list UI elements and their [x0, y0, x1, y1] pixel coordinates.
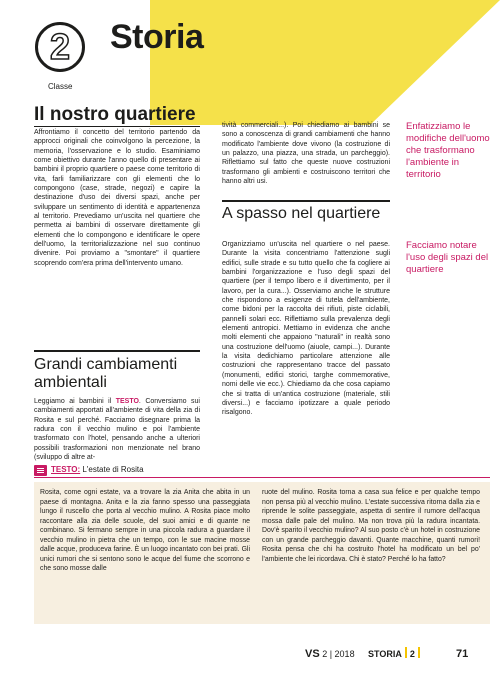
section-title-quartiere: [34, 104, 200, 126]
testo-title: [51, 465, 144, 474]
grade-number: 2: [49, 26, 71, 67]
testo-header: [34, 464, 490, 478]
section-quartiere-body: Affrontiamo il concetto del territorio partendo da approcci originali che coinvolgono la percezione, la memoria, l'osservazione e lo studio. Esaminiamo come obiettivo durante l'anno quello di presentare ai bambini il proprio quartiere o paese come territorio di vita, farli familiarizzare con gli elementi che lo compongono (case, strade, negozi) e capire la destinazione d'uso dei diversi spazi, anche per sviluppare un sentimento di identità e appartenenza al territorio. Prevediamo un'uscita nel quartiere che permetta ai bambini di osservare direttamente gli elementi che lo compongono e identificare le opere dell'uomo, la territorializzazione nel suo continuo divenire. Poi proviamo a "smontare" il quartiere scoprendo com'era prima dell'intervento umano.: [34, 129, 200, 267]
subject-title: Storia: [110, 18, 204, 56]
section-divider-right: [222, 200, 390, 202]
section-divider-left: [34, 350, 200, 352]
section-title-a-spasso: A spasso nel quartiere: [222, 205, 381, 222]
grandi-body-post: . Conversiamo sui cambiamenti apportati all'ambiente di vita della zia di Rosita e sul perché. Facciamo disegnare prima la radura con il vecchio mulino e poi l'ambiente trasformato con l'hotel, pensando anche a ulteriori possibili trasformazioni non menzionate nel brano (sviluppo di altre at-: [34, 398, 200, 462]
sidebar-note-spazi: Facciamo notare l'uso degli spazi del quartiere: [406, 240, 489, 275]
footer-section-label: STORIA: [368, 649, 402, 659]
grade-badge: [35, 22, 85, 72]
magazine-logo: VS: [305, 648, 320, 660]
section-title-plain: Il nostro: [34, 104, 115, 125]
footer-issue: [305, 646, 355, 662]
footer-separator: [405, 647, 407, 658]
sidebar-note-modifiche: Enfatizziamo le modifiche dell'uomo che trasformano l'ambiente in territorio: [406, 121, 490, 180]
section-spasso-body: Organizziamo un'uscita nel quartiere o nel paese. Durante la visita concentriamo l'attenzione sugli edifici, sulle strade e su tutto quello che fa cogliere ai bambini l'organizzazione e l'uso degli spazi del quartiere (per il tempo libero e il divertimento, per il lavoro, per la cura...). Osserviamo anche le strutture che rispondono a esigenze di tutela dell'ambiente, come bidoni per la raccolta dei rifiuti, piste ciclabili, pannelli solari ecc. Riflettiamo sulla prevalenza degli elementi antropici. Mettiamo in evidenza che anche molti elementi che appaiono "naturali" in realtà sono una costruzione dell'uomo (aiuole, campi...). Durante la visita dedichiamo particolare attenzione alle costruzioni che rappresentano tracce del passato (monumenti, edifici storici, targhe commemorative, nomi delle vie ecc.). Chiediamo da che cosa capiamo che si tratta di un'antica costruzione (materiale, stili diversi...) e facciamo ipotizzare a quale periodo risalgono.: [222, 241, 390, 417]
testo-label-title: L'estate di Rosita: [80, 465, 144, 474]
testo-column-1: Rosita, come ogni estate, va a trovare la zia Anita che abita in un paese di montagna. Anita e la zia fanno spesso una passeggiata lungo il ruscello che porta al vecchio mulino. A Rosita piace molto raccontare alla zia delle scuole, del suoi amici e di quante ne combinano. Si fermano sempre in una piccola radura a guardare il vecchio mulino in pietra che un tempo, con le sue macine mosse dalle acque, produceva farine. È un luogo incantato con bei prati. Gli unici rumori che si sentono sono le acque del fiume che scorrono e che sono mosse dalle: [40, 489, 250, 572]
section-quartiere-continued: tività commerciali...). Poi chiediamo ai bambini se sono a conoscenza di grandi cambiamenti che hanno modificato l'ambiente dove vivono (la costruzione di un palazzo, una piazza, una strada, un parcheggio). Riflettiamo sul fatto che queste nuove costruzioni trasformano gli ambienti e costruiscono territori che hanno altri usi.: [222, 122, 390, 186]
section-grandi-body: [34, 397, 200, 462]
testo-keyword[interactable]: TESTO: [115, 398, 139, 405]
page-number: 71: [456, 648, 469, 660]
grandi-title-line1: Grandi cambiamenti: [34, 356, 178, 373]
testo-label-keyword: TESTO:: [51, 465, 81, 474]
testo-column-2: ruote del mulino. Rosita torna a casa sua felice e per qualche tempo non pensa più al vecchio mulino. L'estate successiva ritorna dalla zia e riprende le solite passeggiate, aspetta di sentire il rumore dell'acqua mossa dalle pale del mulino. Ma non trova più la radura incantata. Dov'è sparito il vecchio mulino? Al suo posto c'è un hotel in costruzione con un grande parcheggio davanti. Quante macchine, quanti rumori! Rosita pensa che chi ha costruito l'hotel ha modificato un bel po' l'ambiente che lei ricordava. Chi è stato? Perché lo ha fatto?: [262, 489, 480, 563]
footer-section: [368, 646, 423, 662]
document-icon: [34, 465, 47, 476]
grandi-body-pre: Leggiamo ai bambini il: [34, 398, 116, 405]
title-divider: [34, 126, 200, 127]
section-title-grandi-cambiamenti: [34, 356, 200, 392]
issue-number: 2 | 2018: [322, 649, 355, 659]
grandi-title-line2: ambientali: [34, 374, 107, 391]
grade-label: Classe: [48, 82, 73, 91]
footer-separator-end: [418, 647, 420, 658]
footer-section-number: 2: [409, 649, 415, 659]
section-title-bold: quartiere: [114, 104, 196, 125]
